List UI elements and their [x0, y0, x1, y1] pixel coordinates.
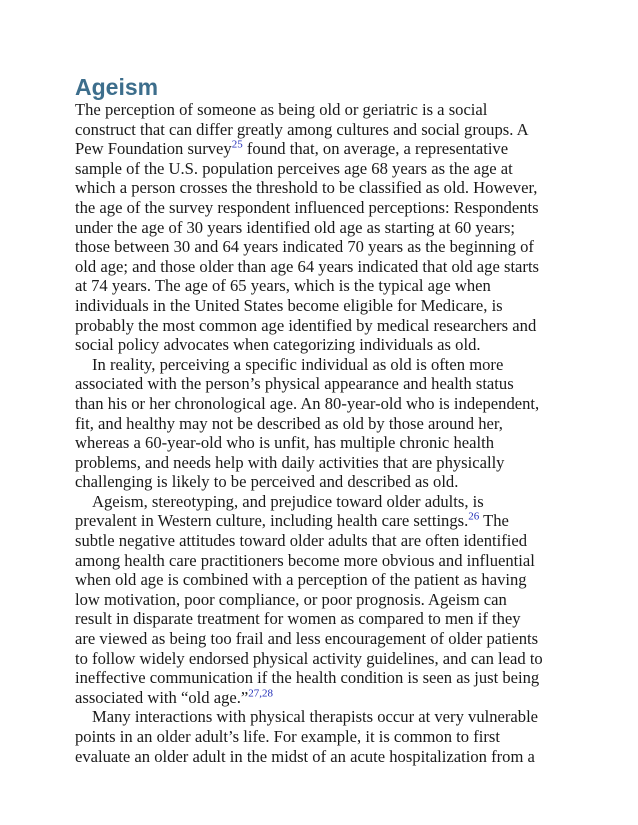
section-body: [75, 100, 595, 766]
text-line: those between 30 and 64 years indicated 70 years as the beginning of: [75, 237, 534, 257]
text-line: Many interactions with physical therapists occur at very vulnerable: [92, 707, 539, 727]
citation-reference-link[interactable]: 27,28: [248, 687, 273, 700]
text-line: to follow widely endorsed physical activity guidelines, and can lead to: [75, 648, 543, 668]
text-line: which a person crosses the threshold to be classified as old. However,: [75, 178, 538, 198]
text-line: In reality, perceiving a specific individual as old is often more: [92, 354, 504, 374]
text-line: individuals in the United States become eligible for Medicare, is: [75, 295, 503, 315]
text-line: result in disparate treatment for women as compared to men if they: [75, 609, 521, 629]
text-line: Pew Foundation survey$^{25}$ found that, on average, a representative: [75, 138, 509, 159]
text-line: evaluate an older adult in the midst of an acute hospitalization from a: [75, 746, 535, 766]
text-line: whereas a 60-year-old who is unfit, has multiple chronic health: [75, 433, 494, 453]
text-line: Ageism, stereotyping, and prejudice toward older adults, is: [92, 491, 484, 511]
text-line: among health care practitioners become more obvious and influential: [75, 550, 535, 570]
text-line: fit, and healthy may not be described as old by those around her,: [75, 413, 503, 433]
text-line: are viewed as being too frail and less encouragement of older patients: [75, 629, 539, 649]
text-line: associated with “old age.”$^{27,28}$: [75, 687, 273, 707]
text-line: ineffective communication if the health condition is seen as just being: [75, 668, 540, 688]
text-line: subtle negative attitudes toward older adults that are often identified: [75, 531, 528, 551]
paragraph: [75, 100, 595, 355]
section-heading: Ageism: [75, 74, 159, 100]
citation-reference-link[interactable]: 26: [468, 510, 480, 523]
text-line: low motivation, poor compliance, or poor prognosis. Ageism can: [75, 589, 507, 609]
text-line: than his or her chronological age. An 80-year-old who is independent,: [75, 393, 540, 413]
text-line: points in an older adult’s life. For example, it is common to first: [75, 727, 500, 746]
text-line: the age of the survey respondent influenced perceptions: Respondents: [75, 197, 539, 217]
text-line: at 74 years. The age of 65 years, which is the typical age when: [75, 276, 491, 296]
text-line: problems, and needs help with daily activities that are physically: [75, 452, 505, 472]
text-line: old age; and those older than age 64 years indicated that old age starts: [75, 256, 540, 276]
text-line: associated with the person’s physical appearance and health status: [75, 374, 514, 394]
text-line: sample of the U.S. population perceives age 68 years as the age at: [75, 158, 513, 178]
text-line: when old age is combined with a perception of the patient as having: [75, 570, 527, 590]
paragraph: [75, 492, 595, 708]
text-line: construct that can differ greatly among cultures and social groups. A: [75, 119, 529, 139]
text-line: under the age of 30 years identified old age as starting at 60 years;: [75, 217, 516, 237]
text-line: prevalent in Western culture, including health care settings.$^{26}$ The: [75, 510, 509, 531]
paragraph: [75, 707, 595, 766]
text-line: challenging is likely to be perceived and described as old.: [75, 472, 459, 492]
text-line: probably the most common age identified by medical researchers and: [75, 315, 537, 335]
citation-reference-link[interactable]: 25: [231, 138, 243, 151]
text-line: social policy advocates when categorizing individuals as old.: [75, 335, 481, 355]
paragraph: [75, 355, 595, 492]
text-line: The perception of someone as being old or geriatric is a social: [75, 100, 488, 119]
